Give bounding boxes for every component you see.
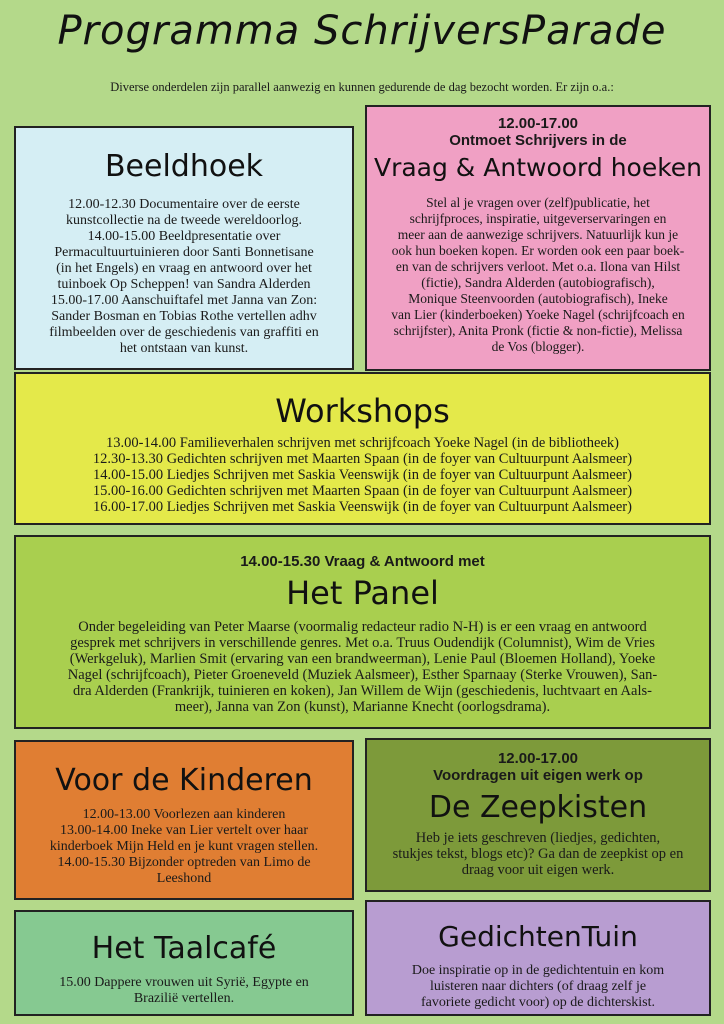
body-line: Nagel (schrijfcoach), Pieter Groeneveld (Muziek Aalsmeer), Esther Sparnaay (Sterke Vrouwen), San- — [67, 667, 658, 684]
body-line: 14.00-15.30 Bijzonder optreden van Limo de — [57, 855, 311, 870]
panel-subheading: 14.00-15.30 Vraag & Antwoord met — [240, 553, 485, 570]
body-line: van Lier (kinderboeken) Yoeke Nagel (schrijfcoach en — [391, 307, 685, 322]
body-line: en van de schrijvers verloot. Met o.a. Ilona van Hilst — [395, 259, 681, 274]
body-line: draag voor uit eigen werk. — [461, 861, 615, 878]
vraag-heading: Vraag & Antwoord hoeken — [373, 152, 703, 182]
body-line: 13.00-14.00 Ineke van Lier vertelt over haar — [59, 823, 308, 838]
body-line: ook hun boeken kopen. Er worden ook een paar boek- — [391, 243, 685, 258]
body-line: de Vos (blogger). — [491, 339, 585, 354]
body-line: (Werkgeluk), Marlien Smit (ervaring van een brandweerman), Lenie Paul (Bloemen Holland), Yoeke — [69, 651, 656, 668]
panel-section — [14, 535, 711, 729]
body-line: het ontstaan van kunst. — [119, 341, 249, 356]
workshop-item: 13.00-14.00 Familieverhalen schrijven met schrijfcoach Yoeke Nagel (in de bibliotheek) — [106, 435, 619, 452]
panel-body — [16, 619, 709, 715]
vraag-body — [367, 195, 709, 355]
body-line: Leeshond — [156, 871, 212, 886]
workshop-item: 14.00-15.00 Liedjes Schrijven met Saskia Veenswijk (in de foyer van Cultuurpunt Aalsmeer) — [93, 467, 632, 484]
workshops-section — [14, 372, 711, 525]
gedichtentuin-heading: GedichtenTuin — [438, 920, 638, 953]
body-line: 12.00-13.00 Voorlezen aan kinderen — [82, 807, 286, 822]
body-line: schrijfproces, inspiratie, uitgeverservaringen en — [409, 211, 667, 226]
taalcafe-heading: Het Taalcafé — [91, 931, 277, 966]
beeldhoek-section — [14, 126, 354, 370]
body-line: dra Alderden (Frankrijk, tuinieren en koken), Jan Willem de Wijn (geschiedenis, luchtvaart en Aals- — [73, 683, 652, 700]
page-title: Programma SchrijversParade — [57, 8, 667, 54]
page-subtitle: Diverse onderdelen zijn parallel aanwezig en kunnen gedurende de dag bezocht worden. Er zijn o.a.: — [110, 80, 614, 94]
body-line: kunstcollectie na de tweede wereldoorlog. — [66, 213, 302, 228]
body-line: 14.00-15.00 Beeldpresentatie over — [87, 229, 281, 244]
body-line: luisteren naar dichters (of draag zelf je — [429, 978, 647, 994]
zeepkisten-heading: De Zeepkisten — [428, 789, 648, 825]
body-line: Doe inspiratie op in de gedichtentuin en kom — [411, 962, 665, 978]
body-line: 15.00-17.00 Aanschuiftafel met Janna van Zon: — [50, 293, 318, 308]
body-line: Brazilië vertellen. — [133, 991, 235, 1006]
taalcafe-section — [14, 910, 354, 1016]
body-line: kinderboek Mijn Held en je kunt vragen stellen. — [49, 839, 319, 854]
body-line: schrijfster), Anita Pronk (fictie & non-fictie), Melissa — [393, 323, 683, 338]
body-line: Onder begeleiding van Peter Maarse (voormalig redacteur radio N-H) is er een vraag en antwoord — [78, 619, 647, 636]
body-line: 12.00-12.30 Documentaire over de eerste — [68, 197, 300, 212]
beeldhoek-heading: Beeldhoek — [104, 149, 264, 184]
vraag-time: 12.00-17.00 — [497, 115, 579, 132]
body-line: Stel al je vragen over (zelf)publicatie, het — [426, 195, 650, 210]
kinderen-body — [16, 807, 352, 887]
body-line: tuinboek Op Scheppen! van Sandra Alderden — [57, 277, 311, 292]
body-line: filmbeelden over de geschiedenis van graffiti en — [49, 325, 319, 340]
workshop-item: 15.00-16.00 Gedichten schrijven met Maarten Spaan (in de foyer van Cultuurpunt Aalsmeer) — [92, 483, 633, 500]
workshops-body — [16, 435, 709, 515]
kinderen-heading: Voor de Kinderen — [55, 763, 313, 798]
body-line: 15.00 Dappere vrouwen uit Syrië, Egypte en — [59, 975, 309, 990]
beeldhoek-body — [16, 197, 352, 357]
body-line: meer), Janna van Zon (kunst), Marianne Knecht (oorlogsdrama). — [174, 699, 551, 716]
kinderen-section — [14, 740, 354, 900]
gedichtentuin-section — [365, 900, 711, 1016]
zeepkisten-section — [365, 738, 711, 892]
body-line: (in het Engels) en vraag en antwoord over het — [56, 261, 312, 276]
body-line: gesprek met schrijvers in verschillende genres. Met o.a. Truus Oudendijk (Columnist), Wim de Vries — [70, 635, 655, 652]
body-line: stukjes tekst, blogs etc)? Ga dan de zeepkist op en — [392, 845, 684, 862]
body-line: favoriete gedicht voor) op de dichterskist. — [420, 994, 656, 1010]
panel-heading: Het Panel — [286, 574, 439, 613]
vraag-subheading: Ontmoet Schrijvers in de — [449, 132, 627, 150]
body-line: Sander Bosman en Tobias Rothe vertellen adhv — [51, 309, 317, 324]
gedichtentuin-body — [367, 963, 709, 1011]
body-line: Monique Steenvoorden (autobiografisch), Ineke — [408, 291, 668, 306]
body-line: Heb je iets geschreven (liedjes, gedichten, — [415, 829, 661, 846]
workshop-item: 12.30-13.30 Gedichten schrijven met Maarten Spaan (in de foyer van Cultuurpunt Aalsmeer) — [92, 451, 633, 468]
zeepkisten-body — [367, 830, 709, 878]
body-line: Permacultuurtuinieren door Santi Bonnetisane — [54, 245, 314, 260]
zeepkisten-subheading: Voordragen uit eigen werk op — [433, 767, 643, 785]
workshop-item: 16.00-17.00 Liedjes Schrijven met Saskia Veenswijk (in de foyer van Cultuurpunt Aalsmeer) — [93, 499, 632, 516]
workshops-heading: Workshops — [275, 392, 450, 430]
taalcafe-body — [16, 975, 352, 1007]
body-line: (fictie), Sandra Alderden (autobiografisch), — [421, 275, 655, 290]
vraag-antwoord-section — [365, 105, 711, 371]
zeepkisten-time: 12.00-17.00 — [497, 750, 579, 767]
body-line: meer aan de aanwezige schrijvers. Natuurlijk kun je — [397, 227, 679, 242]
